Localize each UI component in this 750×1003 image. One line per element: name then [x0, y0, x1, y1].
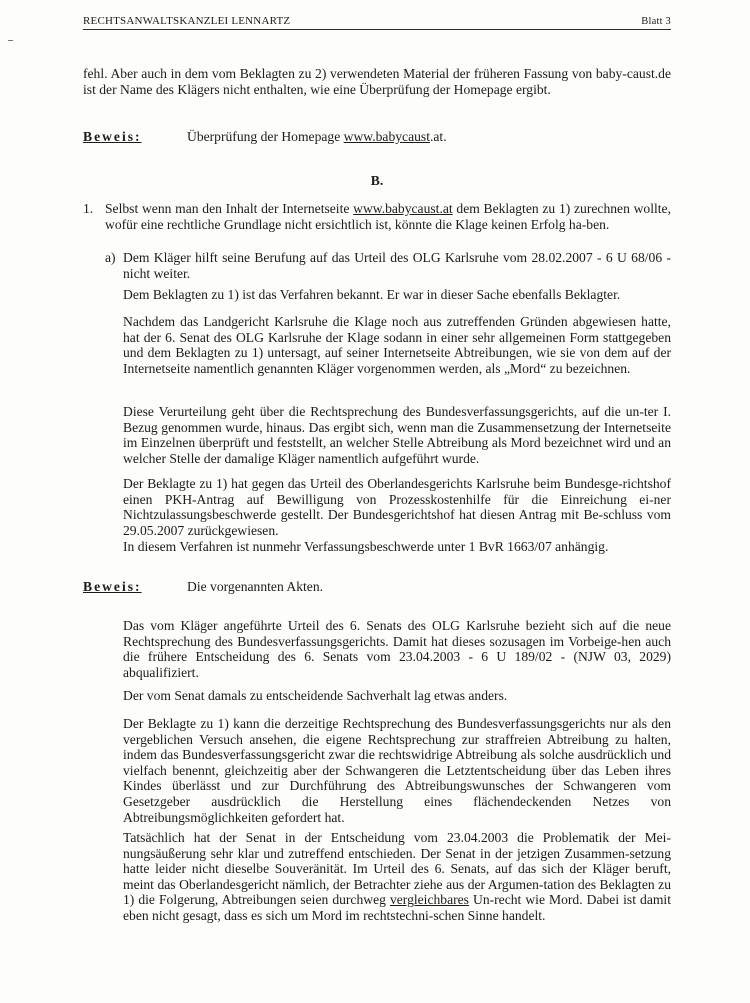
section-heading-b: B. — [370, 173, 384, 188]
beweis-text: Überprüfung der Homepage www.babycaust.at. — [187, 129, 447, 144]
page-header — [83, 11, 671, 30]
paragraph-b-4: Tatsächlich hat der Senat in der Entscheidung vom 23.04.2003 die Problematik der Mei-nungsäußerung sehr klar und zutreffend entschieden. Der Senat in der jetzigen Zusammen-setzung hatte leider nicht dieselbe Souveränität. Im Urteil des 6. Senats, auf das sich der Kläger beruft, meint das Oberlandesgericht nämlich, der Betrachter ziehe aus der Argumen-tation des Beklagten zu 1) die Folgerung, Abtreibungen seien durchweg vergleichbares Un-recht wie Mord. Dabei ist damit eben nicht gesagt, dass es sich um Mord im rechtstechni-schen Sinne handelt. — [123, 830, 671, 923]
paragraph-b-1: Das vom Kläger angeführte Urteil des 6. Senats des OLG Karlsruhe bezieht sich auf die neue Rechtsprechung des Bundesverfassungsgerichts. Damit hat dieses sozusagen im Vorbeige-hen auch die frühere Entscheidung des 6. Senats vom 23.04.2003 - 6 U 189/02 - (NJW 03, 2029) abqualifiziert. — [123, 618, 671, 680]
paragraph-b-3: Der Beklagte zu 1) kann die derzeitige Rechtsprechung des Bundesverfassungsgerichts nur als den vergeblichen Versuch ansehen, die eigene Rechtsprechung zur straffreien Abtreibung zu halten, indem das Bundesverfassungsgericht zwar die rechtswidrige Abtreibung als solche ausdrücklich und vielfach benennt, gleichzeitig aber der Schwangeren die Letztentscheidung über das Leben ihres Kindes überlässt und zur Durchführung des Abtreibungswunsches der Schwangeren vom Gesetzgeber ausdrücklich die Herstellung eines flächendeckenden Netzes von Abtreibungsmöglichkeiten gefordert hat. — [123, 716, 671, 825]
paragraph-a-1: Dem Beklagten zu 1) ist das Verfahren bekannt. Er war in dieser Sache ebenfalls Beklagter. — [123, 287, 621, 302]
firm-name: RECHTSANWALTSKANZLEI LENNARTZ — [83, 15, 291, 27]
item-number-1: 1. — [83, 201, 94, 216]
paragraph-a-2: Nachdem das Landgericht Karlsruhe die Klage noch aus zutreffenden Gründen abgewiesen hatte, hat der 6. Senat des OLG Karlsruhe der Klage sodann in einer sehr allgemeinen Form stattgegeben und dem Beklagten zu 1) untersagt, auf seiner Internetseite Abtreibungen, wie sie von dem auf der Internetseite namentlich genannten Kläger vorgenommen werden, als „Mord“ zu bezeichnen. — [123, 314, 671, 376]
item-a-text: Dem Kläger hilft seine Berufung auf das Urteil des OLG Karlsruhe vom 28.02.2007 - 6 U 68/06 - nicht weiter. — [123, 250, 671, 281]
paragraph-a-4: Der Beklagte zu 1) hat gegen das Urteil des Oberlandesgerichts Karlsruhe beim Bundesge-richtshof einen PKH-Antrag auf Bewilligung von Prozesskostenhilfe für die Einreichung ei-ner Nichtzulassungsbeschwerde gestellt. Der Bundesgerichtshof hat diesen Antrag mit Be-schluss vom 29.05.2007 zurückgewiesen. — [123, 476, 671, 538]
sheet-number: Blatt 3 — [641, 16, 671, 27]
paragraph-a-3: Diese Verurteilung geht über die Rechtsprechung des Bundesverfassungsgerichts, auf die un-ter I. Bezug genommen wurde, hinaus. Das ergibt sich, wenn man die Zusammensetzung der Internetseite im Einzelnen überprüft und feststellt, an welcher Stelle Abtreibung als Mord bezeichnet wird und an welcher Stelle der damalige Kläger namentlich aufgeführt wurde. — [123, 404, 671, 466]
paragraph-a-5: In diesem Verfahren ist nunmehr Verfassungsbeschwerde unter 1 BvR 1663/07 anhängig. — [123, 539, 609, 554]
babycaust-link[interactable]: www.babycaust — [343, 129, 430, 144]
babycaust-at-link[interactable]: www.babycaust.at — [353, 201, 453, 216]
intro-paragraph: fehl. Aber auch in dem vom Beklagten zu 2) verwendeten Material der früheren Fassung von baby-caust.de ist der Name des Klägers nicht enthalten, wie eine Überprüfung der Homepage ergibt. — [83, 66, 671, 97]
item-1-text: Selbst wenn man den Inhalt der Internetseite www.babycaust.at dem Beklagten zu 1) zurechnen wollte, wofür eine rechtliche Grundlage nicht ersichtlich ist, könnte die Klage keinen Erfolg ha-ben. — [105, 201, 671, 232]
underlined-word: vergleichbares — [389, 892, 469, 908]
item-a-label: a) — [105, 250, 116, 265]
beweis-label: Beweis: — [83, 129, 142, 144]
paragraph-b-2: Der vom Senat damals zu entscheidende Sachverhalt lag etwas anders. — [123, 688, 508, 703]
beweis-text-2: Die vorgenannten Akten. — [187, 579, 324, 594]
scan-mark — [8, 40, 13, 41]
beweis-label-2: Beweis: — [83, 579, 142, 594]
